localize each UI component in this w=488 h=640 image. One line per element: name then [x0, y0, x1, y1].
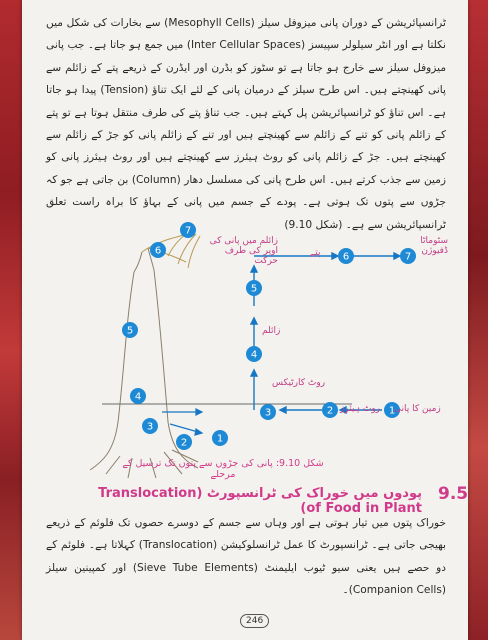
step-number-4: 4: [250, 349, 258, 361]
tree-number-7: 7: [184, 225, 192, 237]
label-xylem: زائلم: [262, 326, 281, 336]
background-fabric-right: [466, 0, 488, 640]
label-root-cortex: روٹ کارٹیکس: [272, 378, 326, 388]
page-number: 246: [240, 614, 269, 628]
label-soil-water: زمین کا پانی: [394, 404, 441, 414]
section-heading: پودوں میں خوراک کی ٹرانسپورٹ (Translocation of Food in Plant): [98, 486, 422, 516]
figure-caption: شکل 9.10: پانی کی جڑوں سے پتوں تک ترسیل کے مرحلے: [122, 458, 324, 480]
tree-number-2: 2: [180, 437, 188, 449]
label-stomata: سٹوماٹا ڈفیوژن: [420, 236, 448, 256]
label-leaf: پتے: [310, 248, 321, 258]
step-number-2: 2: [326, 405, 334, 417]
book-page: [22, 0, 468, 640]
tree-number-6: 6: [154, 245, 162, 257]
background-fabric-left: [0, 0, 22, 640]
label-xylem-leaf: زائلم میں پانی کی اوپر کی طرف حرکت: [209, 236, 278, 266]
tree-number-5: 5: [126, 325, 134, 337]
label-root-hairs: روٹ ہیئرز: [340, 404, 381, 414]
step-number-6: 6: [342, 251, 350, 263]
step-number-5: 5: [250, 283, 258, 295]
section-number: 9.5: [438, 484, 469, 504]
paragraph-translocation: خوراک پتوں میں تیار ہوتی ہے اور وہاں سے جسم کے دوسرے حصوں تک فلوئم کے ذریعے بھیجی جاتی ہے۔ ٹرانسپورٹ کا عمل ٹرانسلوکیشن (Translocation) کہلاتا ہے۔ فلوئم کے دو حصے ہیں یعنی سیو ٹیوب ایلیمنٹ (Sieve Tube Elements) اور کمپینین سیلز (Companion Cells)۔: [46, 517, 447, 597]
step-number-3: 3: [264, 407, 272, 419]
tree-number-3: 3: [146, 421, 154, 433]
tree-number-4: 4: [134, 391, 142, 403]
tree-number-1: 1: [216, 433, 224, 445]
step-number-7: 7: [404, 251, 412, 263]
step-number-1: 1: [388, 405, 396, 417]
paragraph-transpiration: ٹرانسپائریشن کے دوران پانی میزوفل سیلز (Mesophyll Cells) سے بخارات کی شکل میں نکلتا ہے اور انٹر سیلولر سپیسز (Inter Cellular Spaces) میں جمع ہو جاتا ہے۔ جب پانی میزوفل سیلز سے خارج ہو جاتا ہے تو سٹوز کو بڈرن اور ایڈرن کے ذریعے پتے کے زائلم سے پانی کھینچتے ہیں۔ اس طرح سیلز کے درمیان پانی کے لئے ایک تناؤ (Tension) پیدا ہو جاتا ہے۔ اس تناؤ کو ٹرانسپائریشن پل کہتے ہیں۔ جب تناؤ پتے کی طرف منتقل ہوتا ہے تو پتے کے زائلم پانی کو تنے کے زائلم سے کھینچتے ہیں اور تنے کے زائلم پانی کو جڑ کے زائلم سے کھینچتے ہیں۔ جڑ کے زائلم پانی کو روٹ ہیئرز سے کھینچتے ہیں اور روٹ ہیئرز پانی کو زمین سے جذب کرتے ہیں۔ اس طرح پانی کی مسلسل دھار (Column) بن جاتی ہے جو کہ جڑوں سے پتوں تک ہوتی ہے۔ پودے کے جسم میں پانی کے بہاؤ کا براہ راست تعلق ٹرانسپائریشن سے ہے۔ (شکل 9.10): [46, 17, 446, 231]
